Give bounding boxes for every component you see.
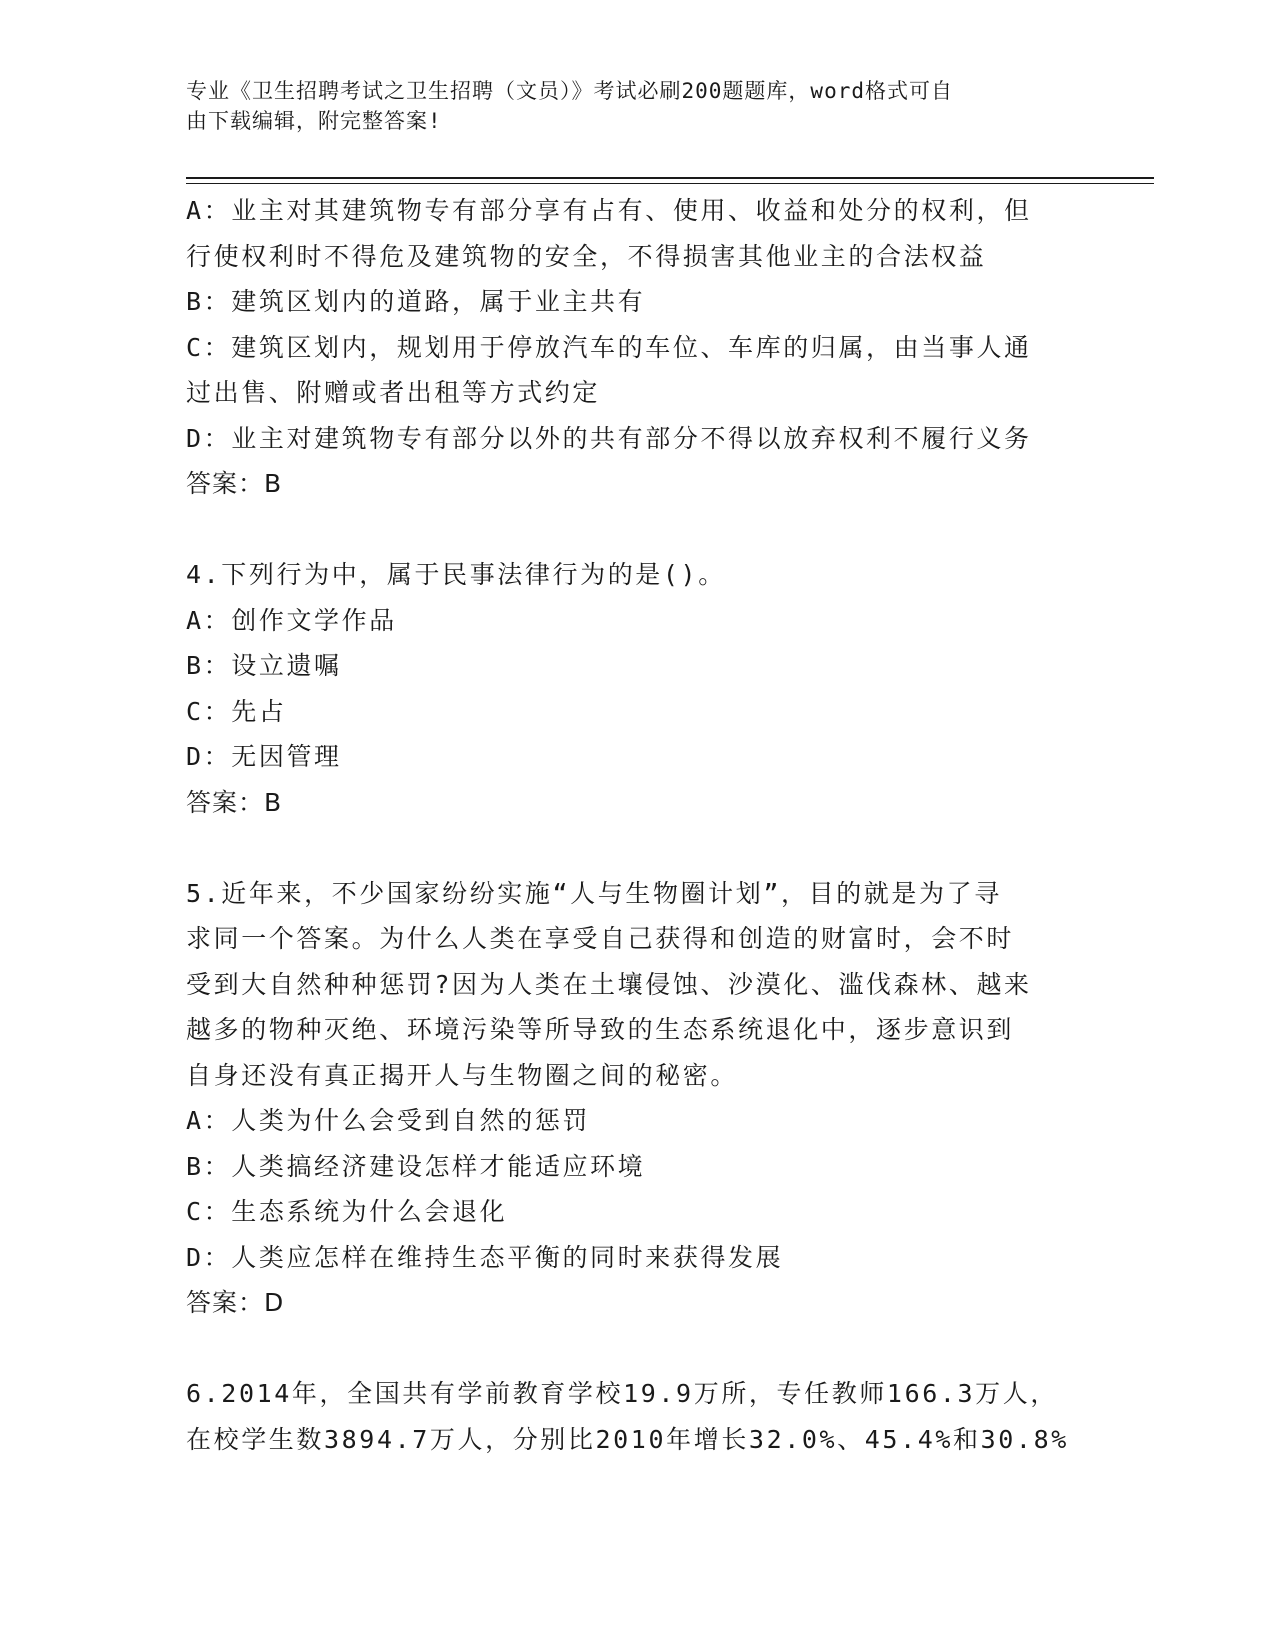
- question-stem: 4.下列行为中，属于民事法律行为的是()。: [186, 560, 726, 589]
- header-line-2: 由下载编辑，附完整答案!: [186, 109, 442, 133]
- option-d: D：无因管理: [186, 742, 342, 771]
- answer: 答案：B: [186, 787, 283, 817]
- option-b: B：人类搞经济建设怎样才能适应环境: [186, 1151, 646, 1181]
- option-a-line-2: 行使权利时不得危及建筑物的安全，不得损害其他业主的合法权益: [186, 241, 987, 271]
- option-a-line-1: A：业主对其建筑物专有部分享有占有、使用、收益和处分的权利，但: [186, 196, 1032, 225]
- answer: 答案：D: [186, 1288, 285, 1317]
- question-stem-line-2: 在校学生数3894.7万人，分别比2010年增长32.0%、45.4%和30.8%: [186, 1424, 1069, 1454]
- question-3: [186, 188, 1086, 507]
- spacer: [186, 825, 1086, 871]
- header-line-1: 专业《卫生招聘考试之卫生招聘（文员）》考试必刷200题题库，word格式可自: [186, 79, 953, 103]
- option-c: C：生态系统为什么会退化: [186, 1197, 508, 1226]
- question-5: [186, 871, 1086, 1326]
- document-header: [186, 76, 1066, 136]
- question-4: [186, 552, 1086, 825]
- option-c-line-2: 过出售、附赠或者出租等方式约定: [186, 378, 601, 407]
- answer: 答案：B: [186, 469, 283, 498]
- question-6: [186, 1371, 1086, 1462]
- header-rule-thick: [186, 177, 1154, 179]
- question-stem-line-1: 6.2014年，全国共有学前教育学校19.9万所，专任教师166.3万人，: [186, 1379, 1058, 1408]
- spacer: [186, 507, 1086, 553]
- option-d: D：业主对建筑物专有部分以外的共有部分不得以放弃权利不履行义务: [186, 423, 1032, 453]
- question-stem-line-3: 受到大自然种种惩罚?因为人类在土壤侵蚀、沙漠化、滥伐森林、越来: [186, 969, 1032, 999]
- question-stem-line-1: 5.近年来，不少国家纷纷实施“人与生物圈计划”，目的就是为了寻: [186, 878, 1002, 908]
- option-c-line-1: C：建筑区划内，规划用于停放汽车的车位、车库的归属，由当事人通: [186, 332, 1032, 362]
- option-a: A：人类为什么会受到自然的惩罚: [186, 1106, 591, 1135]
- document-body: [186, 188, 1086, 1462]
- question-stem-line-2: 求同一个答案。为什么人类在享受自己获得和创造的财富时，会不时: [186, 924, 1015, 953]
- option-b: B：设立遗嘱: [186, 651, 342, 680]
- question-stem-line-4: 越多的物种灭绝、环境污染等所导致的生态系统退化中，逐步意识到: [186, 1015, 1015, 1044]
- spacer: [186, 1326, 1086, 1372]
- option-d: D：人类应怎样在维持生态平衡的同时来获得发展: [186, 1242, 784, 1272]
- option-b: B：建筑区划内的道路，属于业主共有: [186, 287, 646, 316]
- header-rule-thin: [186, 183, 1154, 184]
- option-a: A：创作文学作品: [186, 605, 397, 635]
- option-c: C：先占: [186, 696, 287, 726]
- question-stem-line-5: 自身还没有真正揭开人与生物圈之间的秘密。: [186, 1060, 739, 1090]
